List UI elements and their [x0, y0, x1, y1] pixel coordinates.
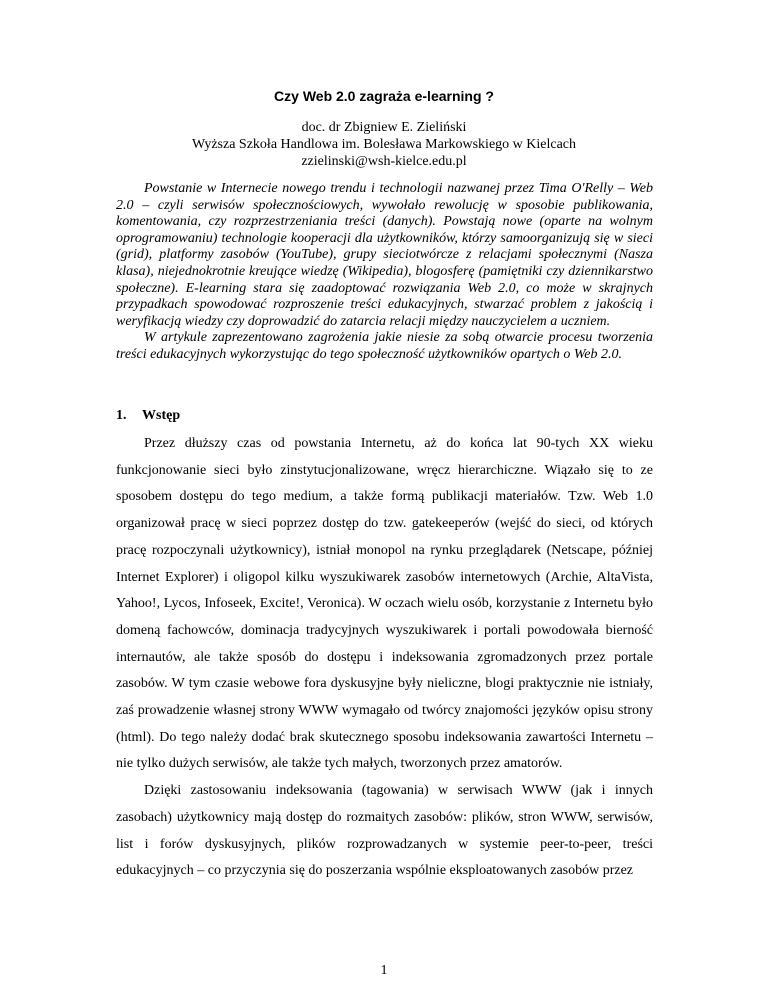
body-text	[116, 431, 653, 885]
section-number: 1.	[116, 408, 127, 423]
author-block	[0, 119, 768, 170]
body-paragraph: Dzięki zastosowaniu indeksowania (tagowania) w serwisach WWW (jak i innych zasobach) użytkownicy mają dostęp do rozmaitych zasobów: plików, stron WWW, serwisów, list i forów dyskusyjnych, plików rozprowadzanych w systemie peer-to-peer, treści edukacyjnych – co przyczynia się do poszerzania wspólnie eksploatowanych zasobów przez	[116, 783, 653, 879]
section-title: Wstęp	[142, 408, 181, 423]
abstract	[116, 181, 653, 364]
abstract-paragraph: W artykule zaprezentowano zagrożenia jakie niesie za sobą otwarcie procesu tworzenia treści edukacyjnych wykorzystując do tego społeczność użytkowników opartych o Web 2.0.	[116, 330, 653, 362]
body-paragraph: Przez dłuższy czas od powstania Internetu, aż do końca lat 90-tych XX wieku funkcjonowanie sieci było zinstytucjonalizowane, wręcz hierarchiczne. Wiązało się to ze sposobem dostępu do tego medium, a także formą publikacji materiałów. Tzw. Web 1.0 organizował pracę w sieci poprzez dostęp do tzw. gatekeeperów (wejść do sieci, od których pracę rozpoczynali użytkownicy), istniał monopol na rynku przeglądarek (Netscape, później Internet Explorer) i oligopol kilku wyszukiwarek zasobów internetowych (Archie, AltaVista, Yahoo!, Lycos, Infoseek, Excite!, Veronica). W oczach wielu osób, korzystanie z Internetu było domeną fachowców, dominacja tradycyjnych wyszukiwarek i portali powodowała bierność internautów, ale także sposób do dostępu i indeksowania zgromadzonych przez portale zasobów. W tym czasie webowe fora dyskusyjne były nieliczne, blogi praktycznie nie istniały, zaś prowadzenie własnej strony WWW wymagało od twórcy znajomości języków opisu strony (html). Do tego należy dodać brak skutecznego sposobu indeksowania zawartości Internetu – nie tylko dużych serwisów, ale także tych małych, tworzonych przez amatorów.	[116, 436, 653, 772]
author-affiliation: Wyższa Szkoła Handlowa im. Bolesława Markowskiego w Kielcach	[191, 137, 577, 152]
section-heading	[116, 408, 180, 424]
document-title: Czy Web 2.0 zagraża e-learning ?	[274, 88, 494, 104]
page-number: 1	[380, 963, 388, 978]
author-name: doc. dr Zbigniew E. Zieliński	[301, 120, 467, 135]
author-email: zzielinski@wsh-kielce.edu.pl	[301, 154, 467, 169]
abstract-paragraph: Powstanie w Internecie nowego trendu i technologii nazwanej przez Tima O'Relly – Web 2.0 – czyli serwisów społecznościowych, wywołało rewolucję w sposobie publikowania, komentowania, czy rozprzestrzeniania treści (danych). Powstają nowe (oparte na wolnym oprogramowaniu) technologie kooperacji dla użytkowników, którzy samoorganizują się w sieci (grid), platformy zasobów (YouTube), grupy sieciotwórcze z relacjami społecznymi (Nasza klasa), niejednokrotnie kreujące wiedzę (Wikipedia), blogosferę (pamiętniki czy dziennikarstwo społeczne). E-learning stara się zaadoptować rozwiązania Web 2.0, co może w skrajnych przypadkach spowodować rozproszenie treści edukacyjnych, stwarzać problem z jakością i weryfikacją wiedzy czy doprowadzić do zatarcia relacji między nauczycielem a uczniem.	[116, 181, 653, 329]
